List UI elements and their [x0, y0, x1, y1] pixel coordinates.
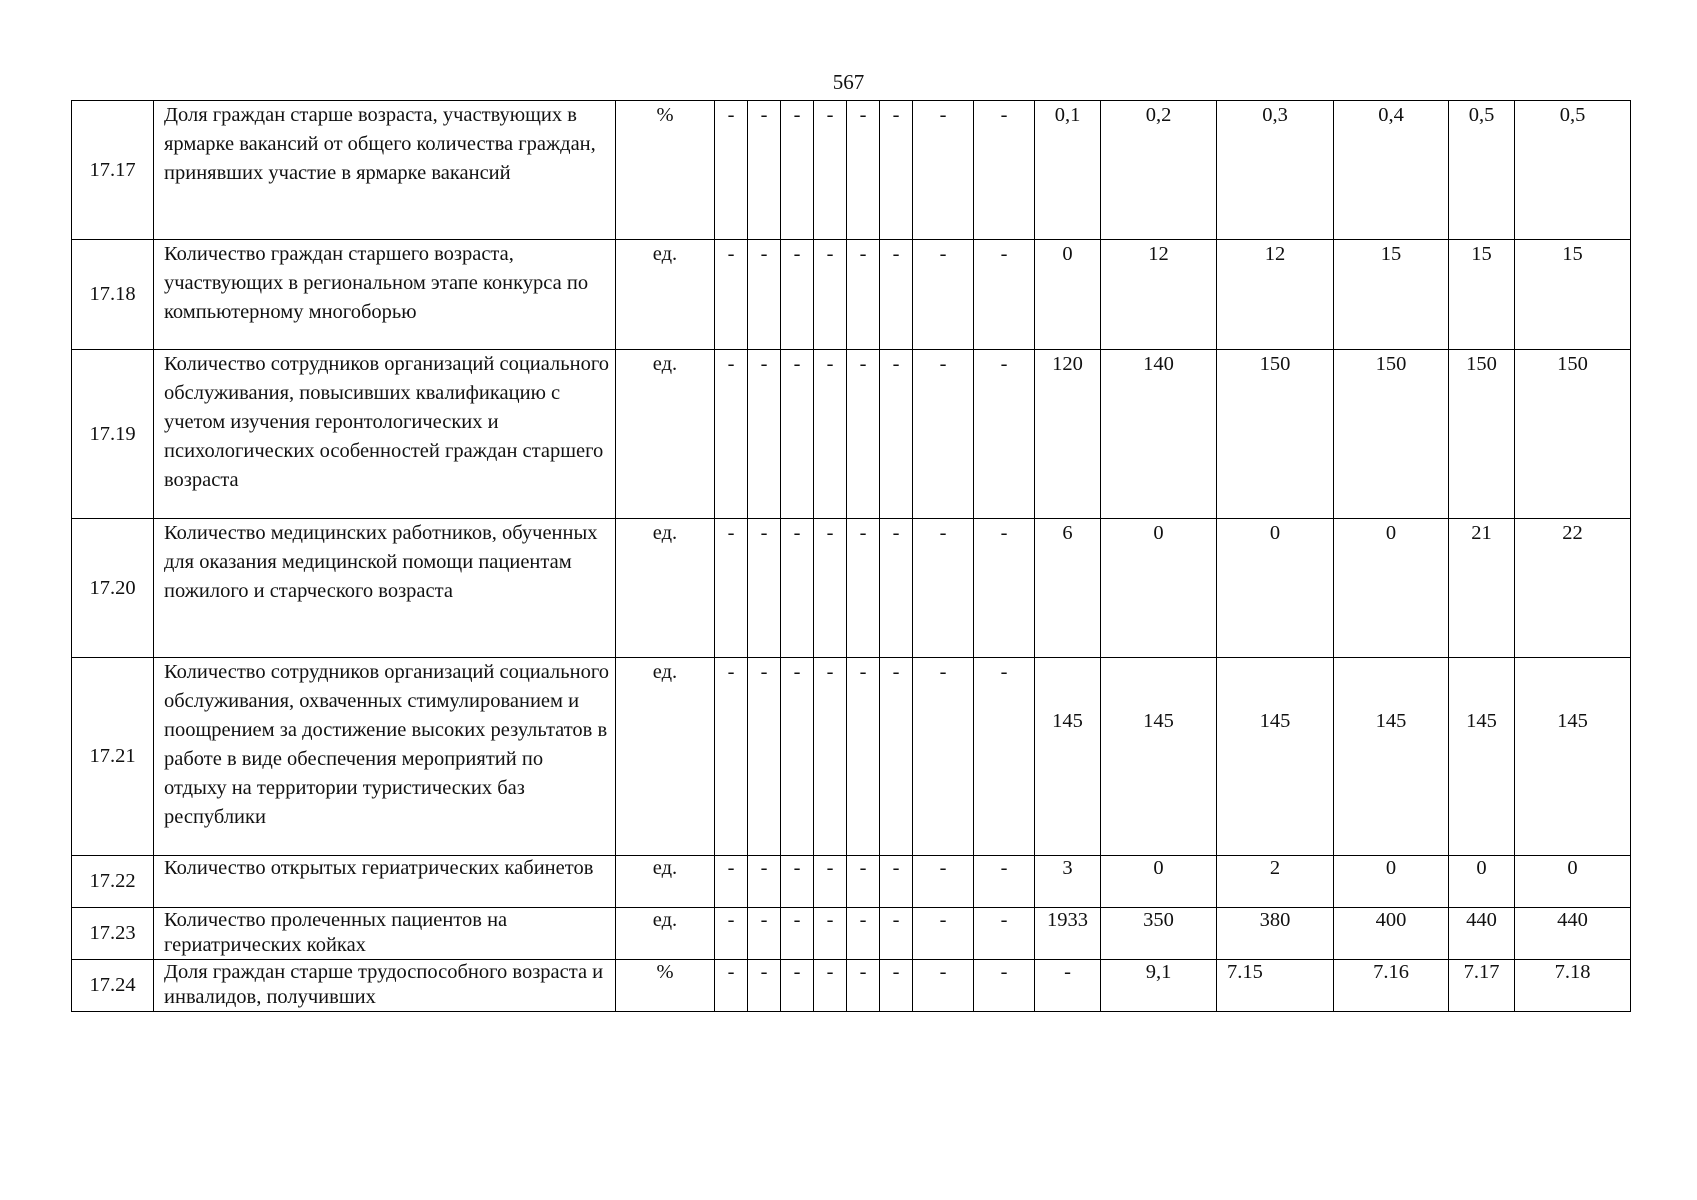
dash-cell: -	[748, 240, 781, 350]
dash-cell: -	[748, 519, 781, 658]
dash-cell: -	[913, 908, 974, 960]
value-cell: 380	[1217, 908, 1334, 960]
dash-cell: -	[814, 856, 847, 908]
dash-cell: -	[880, 350, 913, 519]
value-cell: 1933	[1035, 908, 1101, 960]
indicator-name: Количество открытых гериатрических кабинетов	[154, 856, 616, 908]
dash-cell: -	[847, 240, 880, 350]
value-cell: 145	[1217, 658, 1334, 856]
dash-cell: -	[974, 519, 1035, 658]
dash-cell: -	[913, 101, 974, 240]
dash-cell: -	[748, 960, 781, 1012]
dash-cell: -	[847, 658, 880, 856]
dash-cell: -	[913, 960, 974, 1012]
value-cell: 0	[1101, 519, 1217, 658]
value-cell: 150	[1334, 350, 1449, 519]
value-cell: 440	[1449, 908, 1515, 960]
dash-cell: -	[781, 240, 814, 350]
dash-cell: -	[814, 908, 847, 960]
row-number: 17.17	[72, 101, 154, 240]
value-cell: 15	[1449, 240, 1515, 350]
value-cell: 0,3	[1217, 101, 1334, 240]
value-cell: 0	[1334, 519, 1449, 658]
dash-cell: -	[715, 658, 748, 856]
value-cell: 0	[1515, 856, 1631, 908]
value-cell: 15	[1515, 240, 1631, 350]
table-row	[72, 101, 1631, 240]
dash-cell: -	[880, 519, 913, 658]
indicator-name: Доля граждан старше возраста, участвующих в ярмарке вакансий от общего количества граждан, принявших участие в ярмарке вакансий	[154, 101, 616, 240]
indicator-name: Количество сотрудников организаций социального обслуживания, охваченных стимулированием и поощрением за достижение высоких результатов в работе в виде обеспечения мероприятий по отдыху на территории туристических баз республики	[154, 658, 616, 856]
value-cell: 0	[1101, 856, 1217, 908]
value-cell: 0	[1217, 519, 1334, 658]
table-row	[72, 908, 1631, 960]
dash-cell: -	[847, 856, 880, 908]
dash-cell: -	[715, 960, 748, 1012]
value-cell: 145	[1449, 658, 1515, 856]
table-row	[72, 350, 1631, 519]
value-cell: 145	[1101, 658, 1217, 856]
dash-cell: -	[847, 350, 880, 519]
dash-cell: -	[781, 658, 814, 856]
dash-cell: -	[913, 240, 974, 350]
value-cell: 145	[1334, 658, 1449, 856]
dash-cell: -	[974, 240, 1035, 350]
dash-cell: -	[880, 658, 913, 856]
value-cell: 0,4	[1334, 101, 1449, 240]
indicator-name: Количество граждан старшего возраста, участвующих в региональном этапе конкурса по компьютерному многоборью	[154, 240, 616, 350]
dash-cell: -	[847, 960, 880, 1012]
dash-cell: -	[715, 240, 748, 350]
dash-cell: -	[781, 960, 814, 1012]
dash-cell: -	[880, 908, 913, 960]
value-cell: 145	[1035, 658, 1101, 856]
dash-cell: -	[748, 856, 781, 908]
indicator-name: Доля граждан старше трудоспособного возраста и инвалидов, получивших	[154, 960, 616, 1012]
value-cell: 0,5	[1449, 101, 1515, 240]
dash-cell: -	[913, 350, 974, 519]
dash-cell: -	[974, 658, 1035, 856]
value-cell: 120	[1035, 350, 1101, 519]
indicator-name: Количество медицинских работников, обученных для оказания медицинской помощи пациентам пожилого и старческого возраста	[154, 519, 616, 658]
dash-cell: -	[913, 856, 974, 908]
dash-cell: -	[715, 350, 748, 519]
value-cell: 150	[1515, 350, 1631, 519]
dash-cell: -	[781, 856, 814, 908]
value-cell: 12	[1217, 240, 1334, 350]
table-row	[72, 960, 1631, 1012]
dash-cell: -	[814, 519, 847, 658]
table-row	[72, 240, 1631, 350]
value-cell: 0	[1449, 856, 1515, 908]
unit-cell: ед.	[616, 658, 715, 856]
row-number: 17.22	[72, 856, 154, 908]
value-cell: 7.17	[1449, 960, 1515, 1012]
dash-cell: -	[880, 240, 913, 350]
dash-cell: -	[913, 658, 974, 856]
dash-cell: -	[781, 908, 814, 960]
dash-cell: -	[880, 101, 913, 240]
value-cell: 440	[1515, 908, 1631, 960]
table-row	[72, 658, 1631, 856]
unit-cell: ед.	[616, 350, 715, 519]
dash-cell: -	[748, 350, 781, 519]
value-cell: 12	[1101, 240, 1217, 350]
dash-cell: -	[814, 101, 847, 240]
value-cell: 7.16	[1334, 960, 1449, 1012]
value-cell: 0	[1334, 856, 1449, 908]
value-cell: 2	[1217, 856, 1334, 908]
table-row	[72, 856, 1631, 908]
value-cell: 21	[1449, 519, 1515, 658]
dash-cell: -	[880, 960, 913, 1012]
value-cell: 6	[1035, 519, 1101, 658]
dash-cell: -	[814, 350, 847, 519]
value-cell: 0,1	[1035, 101, 1101, 240]
dash-cell: -	[847, 908, 880, 960]
value-cell: 9,1	[1101, 960, 1217, 1012]
value-cell: 0,5	[1515, 101, 1631, 240]
indicator-name: Количество сотрудников организаций социального обслуживания, повысивших квалификацию с учетом изучения геронтологических и психологических особенностей граждан старшего возраста	[154, 350, 616, 519]
dash-cell: -	[880, 856, 913, 908]
unit-cell: %	[616, 960, 715, 1012]
unit-cell: ед.	[616, 856, 715, 908]
indicators-table	[71, 100, 1631, 1012]
value-cell: 7.18	[1515, 960, 1631, 1012]
value-cell: -	[1035, 960, 1101, 1012]
row-number: 17.21	[72, 658, 154, 856]
dash-cell: -	[715, 519, 748, 658]
value-cell: 140	[1101, 350, 1217, 519]
dash-cell: -	[814, 658, 847, 856]
value-cell: 22	[1515, 519, 1631, 658]
unit-cell: ед.	[616, 240, 715, 350]
value-cell: 150	[1217, 350, 1334, 519]
dash-cell: -	[814, 960, 847, 1012]
row-number: 17.23	[72, 908, 154, 960]
value-cell: 15	[1334, 240, 1449, 350]
dash-cell: -	[715, 908, 748, 960]
dash-cell: -	[781, 101, 814, 240]
dash-cell: -	[781, 350, 814, 519]
unit-cell: ед.	[616, 908, 715, 960]
dash-cell: -	[974, 350, 1035, 519]
dash-cell: -	[715, 856, 748, 908]
value-cell: 350	[1101, 908, 1217, 960]
dash-cell: -	[748, 908, 781, 960]
dash-cell: -	[748, 101, 781, 240]
row-number: 17.20	[72, 519, 154, 658]
row-number: 17.18	[72, 240, 154, 350]
dash-cell: -	[974, 856, 1035, 908]
value-cell: 3	[1035, 856, 1101, 908]
value-cell: 0	[1035, 240, 1101, 350]
value-cell: 0,2	[1101, 101, 1217, 240]
dash-cell: -	[913, 519, 974, 658]
indicator-name: Количество пролеченных пациентов на гериатрических койках	[154, 908, 616, 960]
dash-cell: -	[974, 908, 1035, 960]
dash-cell: -	[974, 960, 1035, 1012]
dash-cell: -	[814, 240, 847, 350]
value-cell: 150	[1449, 350, 1515, 519]
unit-cell: %	[616, 101, 715, 240]
page-number: 567	[832, 70, 865, 94]
dash-cell: -	[715, 101, 748, 240]
dash-cell: -	[847, 101, 880, 240]
value-cell: 7.15	[1217, 960, 1334, 1012]
value-cell: 400	[1334, 908, 1449, 960]
unit-cell: ед.	[616, 519, 715, 658]
dash-cell: -	[847, 519, 880, 658]
dash-cell: -	[748, 658, 781, 856]
row-number: 17.24	[72, 960, 154, 1012]
value-cell: 145	[1515, 658, 1631, 856]
dash-cell: -	[781, 519, 814, 658]
row-number: 17.19	[72, 350, 154, 519]
table-row	[72, 519, 1631, 658]
dash-cell: -	[974, 101, 1035, 240]
